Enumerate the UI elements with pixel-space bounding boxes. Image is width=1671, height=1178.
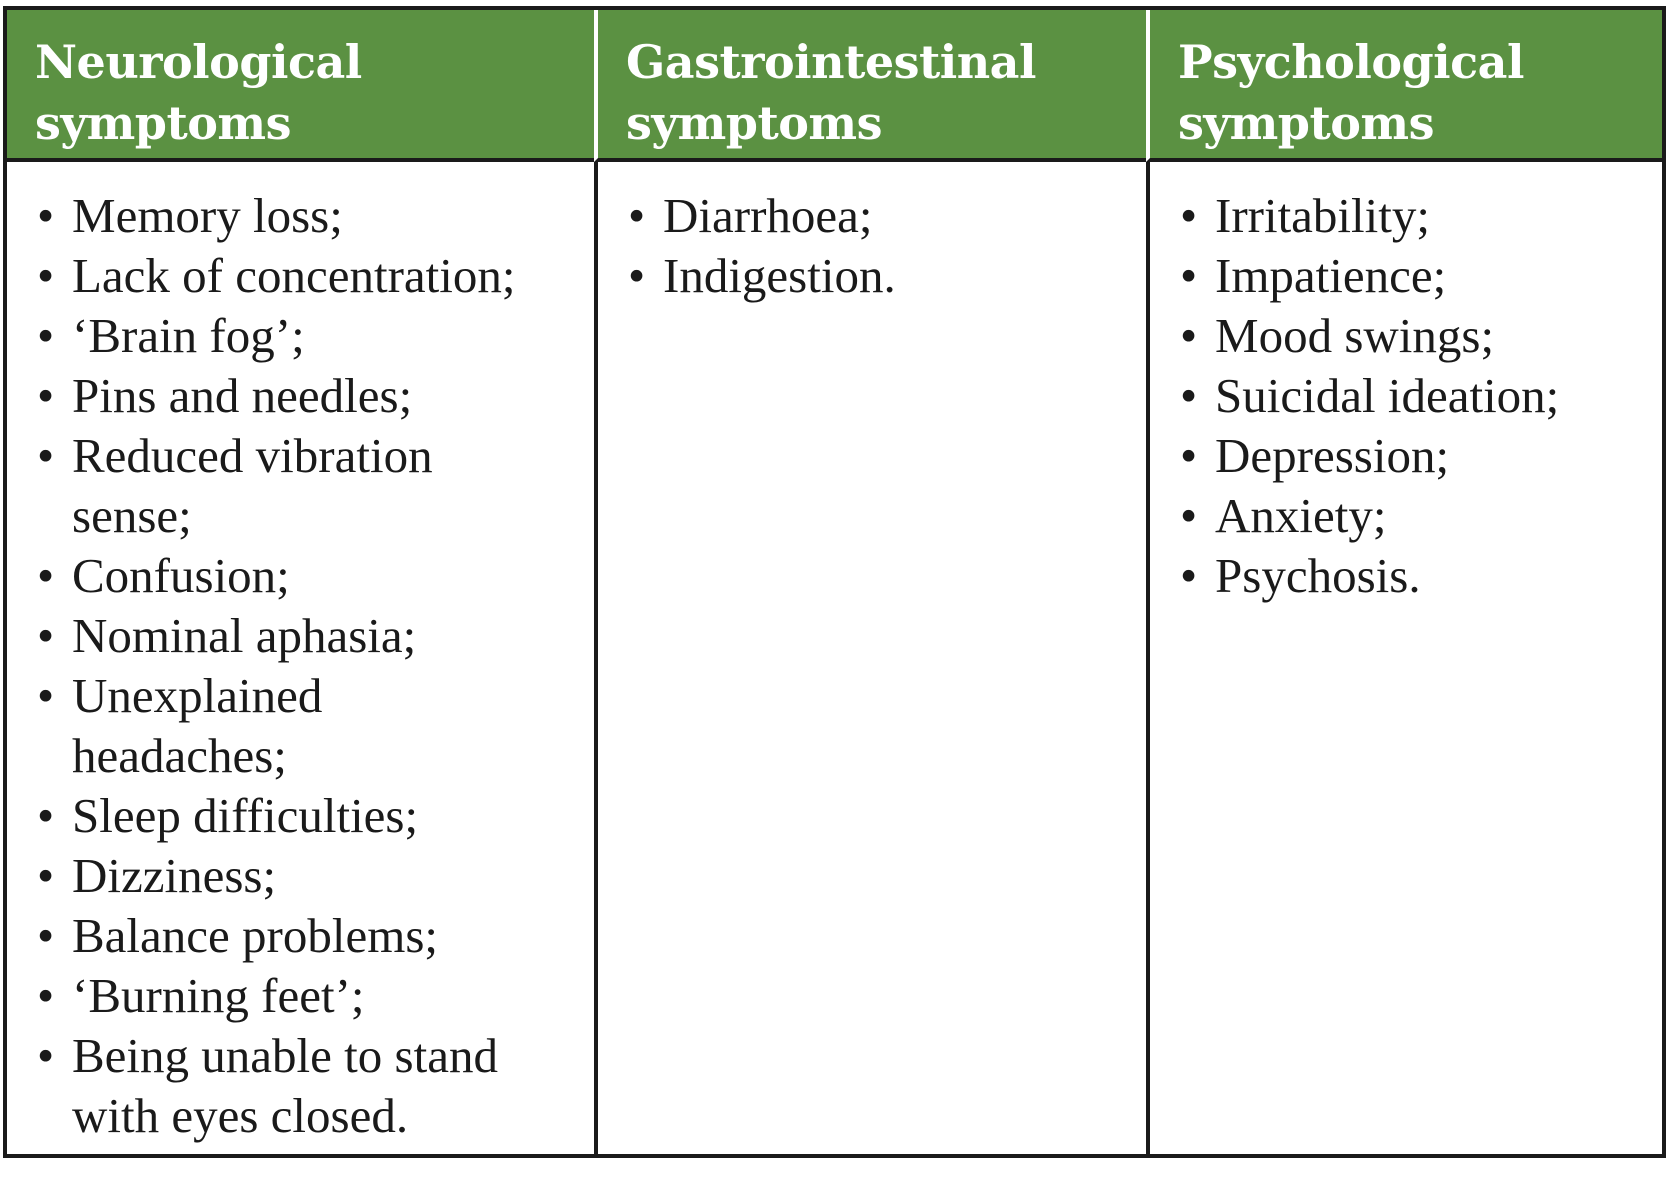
- bullet-icon: •: [37, 608, 55, 663]
- header-neurological-line-1: Neurological: [35, 35, 362, 89]
- list-item: • Suicidal ideation;: [1178, 366, 1662, 426]
- bullet-icon: •: [628, 188, 646, 243]
- bullet-icon: •: [37, 188, 55, 243]
- list-item: • ‘Burning feet’;: [35, 966, 594, 1026]
- cell-gastrointestinal: [594, 162, 1146, 1154]
- list-neurological: [35, 186, 594, 1146]
- list-item: • Lack of concentration;: [35, 246, 594, 306]
- bullet-icon: •: [37, 1028, 55, 1083]
- list-item: • Balance problems;: [35, 906, 594, 966]
- bullet-icon: •: [37, 308, 55, 363]
- list-item: • Being unable to stand with eyes closed.: [37, 1028, 498, 1143]
- list-item: • Indigestion.: [626, 246, 1146, 306]
- list-item: • Irritability;: [1178, 186, 1662, 246]
- bullet-icon: •: [37, 428, 55, 483]
- bullet-icon: •: [1180, 488, 1198, 543]
- header-psychological: [1146, 10, 1662, 162]
- list-item: • Confusion;: [35, 546, 594, 606]
- bullet-icon: •: [37, 908, 55, 963]
- list-item: • Diarrhoea;: [626, 186, 1146, 246]
- list-item: • Mood swings;: [1178, 306, 1662, 366]
- bullet-icon: •: [1180, 368, 1198, 423]
- bullet-icon: •: [1180, 188, 1198, 243]
- list-item: • ‘Brain fog’;: [35, 306, 594, 366]
- list-psychological: [1178, 186, 1662, 606]
- list-item: • Pins and needles;: [35, 366, 594, 426]
- header-gastrointestinal-line-1: Gastrointestinal: [626, 35, 1036, 89]
- list-item: • Depression;: [1178, 426, 1662, 486]
- list-item: • Anxiety;: [1178, 486, 1662, 546]
- list-item: • Unexplained headaches;: [37, 668, 323, 783]
- header-psychological-line-1: Psychological: [1178, 35, 1524, 89]
- bullet-icon: •: [1180, 428, 1198, 483]
- list-item: • Nominal aphasia;: [35, 606, 594, 666]
- symptoms-table: [3, 6, 1666, 1158]
- cell-psychological: [1146, 162, 1662, 1154]
- bullet-icon: •: [1180, 248, 1198, 303]
- list-item: • Dizziness;: [35, 846, 594, 906]
- bullet-icon: •: [37, 248, 55, 303]
- bullet-icon: •: [37, 788, 55, 843]
- bullet-icon: •: [37, 368, 55, 423]
- header-neurological-line-2: symptoms: [35, 96, 291, 150]
- cell-neurological: [7, 162, 594, 1154]
- header-gastrointestinal-line-2: symptoms: [626, 96, 882, 150]
- list-item: • Reduced vibration sense;: [37, 428, 433, 543]
- bullet-icon: •: [1180, 548, 1198, 603]
- bullet-icon: •: [37, 668, 55, 723]
- list-item: • Impatience;: [1178, 246, 1662, 306]
- list-item: • Sleep difficulties;: [35, 786, 594, 846]
- bullet-icon: •: [37, 968, 55, 1023]
- header-psychological-line-2: symptoms: [1178, 96, 1434, 150]
- bullet-icon: •: [628, 248, 646, 303]
- list-item: • Memory loss;: [35, 186, 594, 246]
- bullet-icon: •: [37, 848, 55, 903]
- list-gastrointestinal: [626, 186, 1146, 306]
- bullet-icon: •: [37, 548, 55, 603]
- bullet-icon: •: [1180, 308, 1198, 363]
- header-neurological: [7, 10, 594, 162]
- list-item: • Psychosis.: [1178, 546, 1662, 606]
- header-gastrointestinal: [594, 10, 1146, 162]
